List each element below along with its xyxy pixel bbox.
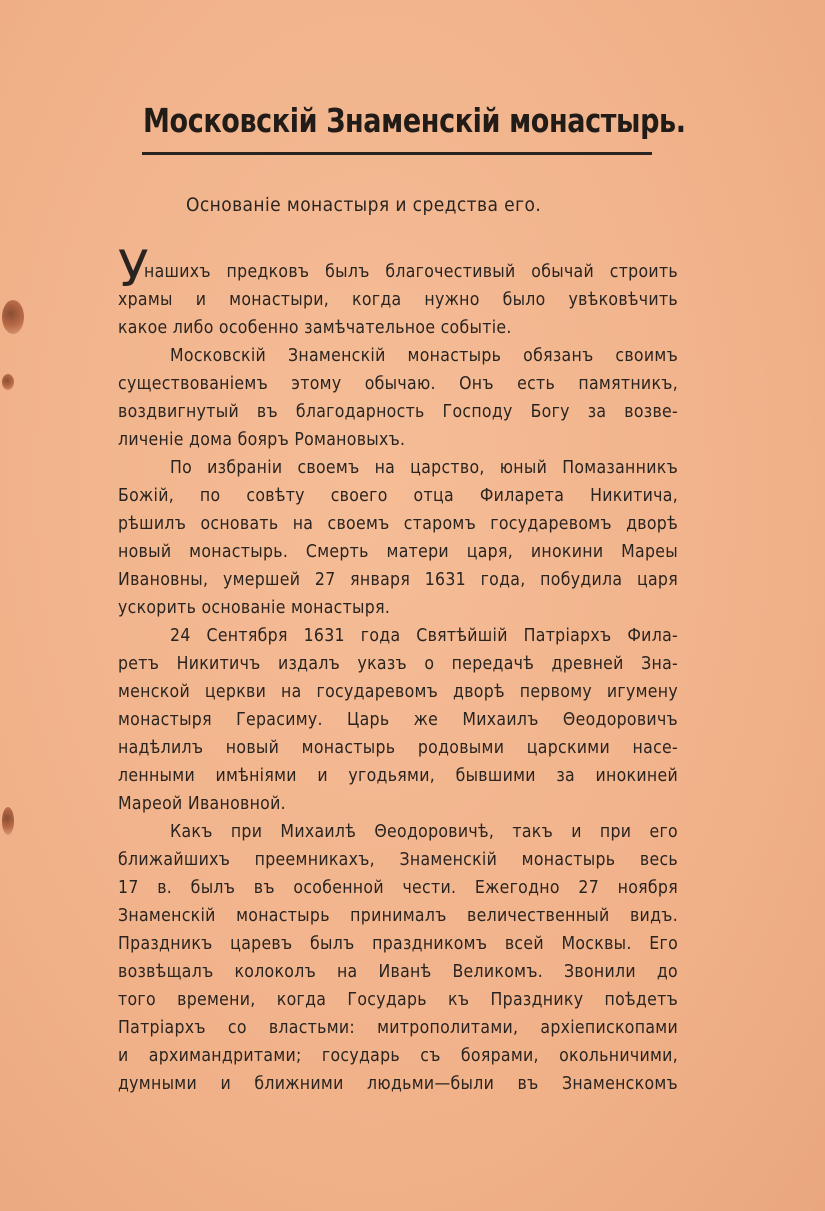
text-line: Праздникъ царевъ былъ праздникомъ всей Москвы. Его: [118, 934, 678, 954]
text-line: ускорить основаніе монастыря.: [118, 598, 391, 618]
text-line: нашихъ предковъ былъ благочестивый обычай строить: [144, 262, 678, 282]
text-line: и архимандритами; государь съ боярами, окольничими,: [118, 1046, 678, 1066]
text-line: какое либо особенно замѣчательное событіе.: [118, 318, 512, 338]
text-line: 17 в. былъ въ особенной чести. Ежегодно 27 ноября: [118, 878, 678, 898]
text-line: ленными имѣніями и угодьями, бывшими за инокиней: [118, 766, 678, 786]
text-line: 24 Сентября 1631 года Святѣйшій Патріархъ Фила-: [170, 626, 678, 646]
text-line: ближайшихъ преемникахъ, Знаменскій монастырь весь: [118, 850, 678, 870]
text-line: существованіемъ этому обычаю. Онъ есть памятникъ,: [118, 374, 678, 394]
text-line: По избраніи своемъ на царство, юный Помазанникъ: [170, 458, 678, 478]
text-line: монастыря Герасиму. Царь же Михаилъ Θеодоровичъ: [118, 710, 678, 730]
text-line: Мареой Ивановной.: [118, 794, 286, 814]
body-text: [118, 258, 678, 1098]
text-line: того времени, когда Государь къ Празднику поѣдетъ: [118, 990, 678, 1010]
section-subtitle: Основаніе монастыря и средства его.: [186, 194, 542, 216]
page-title: Московскій Знаменскій монастырь.: [143, 101, 686, 140]
punch-hole-bottom: [2, 807, 14, 835]
text-line: менской церкви на государевомъ дворѣ первому игумену: [118, 682, 678, 702]
text-line: храмы и монастыри, когда нужно было увѣковѣчить: [118, 290, 678, 310]
text-line: новый монастырь. Смерть матери царя, инокини Мареы: [118, 542, 678, 562]
title-underline: [142, 152, 652, 155]
drop-cap: У: [118, 240, 149, 298]
text-line: Московскій Знаменскій монастырь обязанъ своимъ: [170, 346, 678, 366]
text-line: личеніе дома бояръ Романовыхъ.: [118, 430, 406, 450]
text-line: Знаменскій монастырь принималъ величественный видъ.: [118, 906, 678, 926]
text-line: думными и ближними людьми—были въ Знаменскомъ: [118, 1074, 678, 1094]
text-line: Какъ при Михаилѣ Θеодоровичѣ, такъ и при его: [170, 822, 678, 842]
text-line: возвѣщалъ колоколъ на Иванѣ Великомъ. Звонили до: [118, 962, 678, 982]
text-line: ретъ Никитичъ издалъ указъ о передачѣ древней Зна-: [118, 654, 678, 674]
text-line: Божій, по совѣту своего отца Филарета Никитича,: [118, 486, 678, 506]
text-line: воздвигнутый въ благодарность Господу Богу за возве-: [118, 402, 678, 422]
text-line: рѣшилъ основать на своемъ старомъ государевомъ дворѣ: [118, 514, 678, 534]
text-line: Патріархъ со властьми: митрополитами, архіепископами: [118, 1018, 678, 1038]
punch-hole-middle: [2, 374, 14, 390]
punch-hole-top: [2, 300, 24, 334]
text-line: Ивановны, умершей 27 января 1631 года, побудила царя: [118, 570, 678, 590]
text-line: надѣлилъ новый монастырь родовыми царскими насе-: [118, 738, 678, 758]
